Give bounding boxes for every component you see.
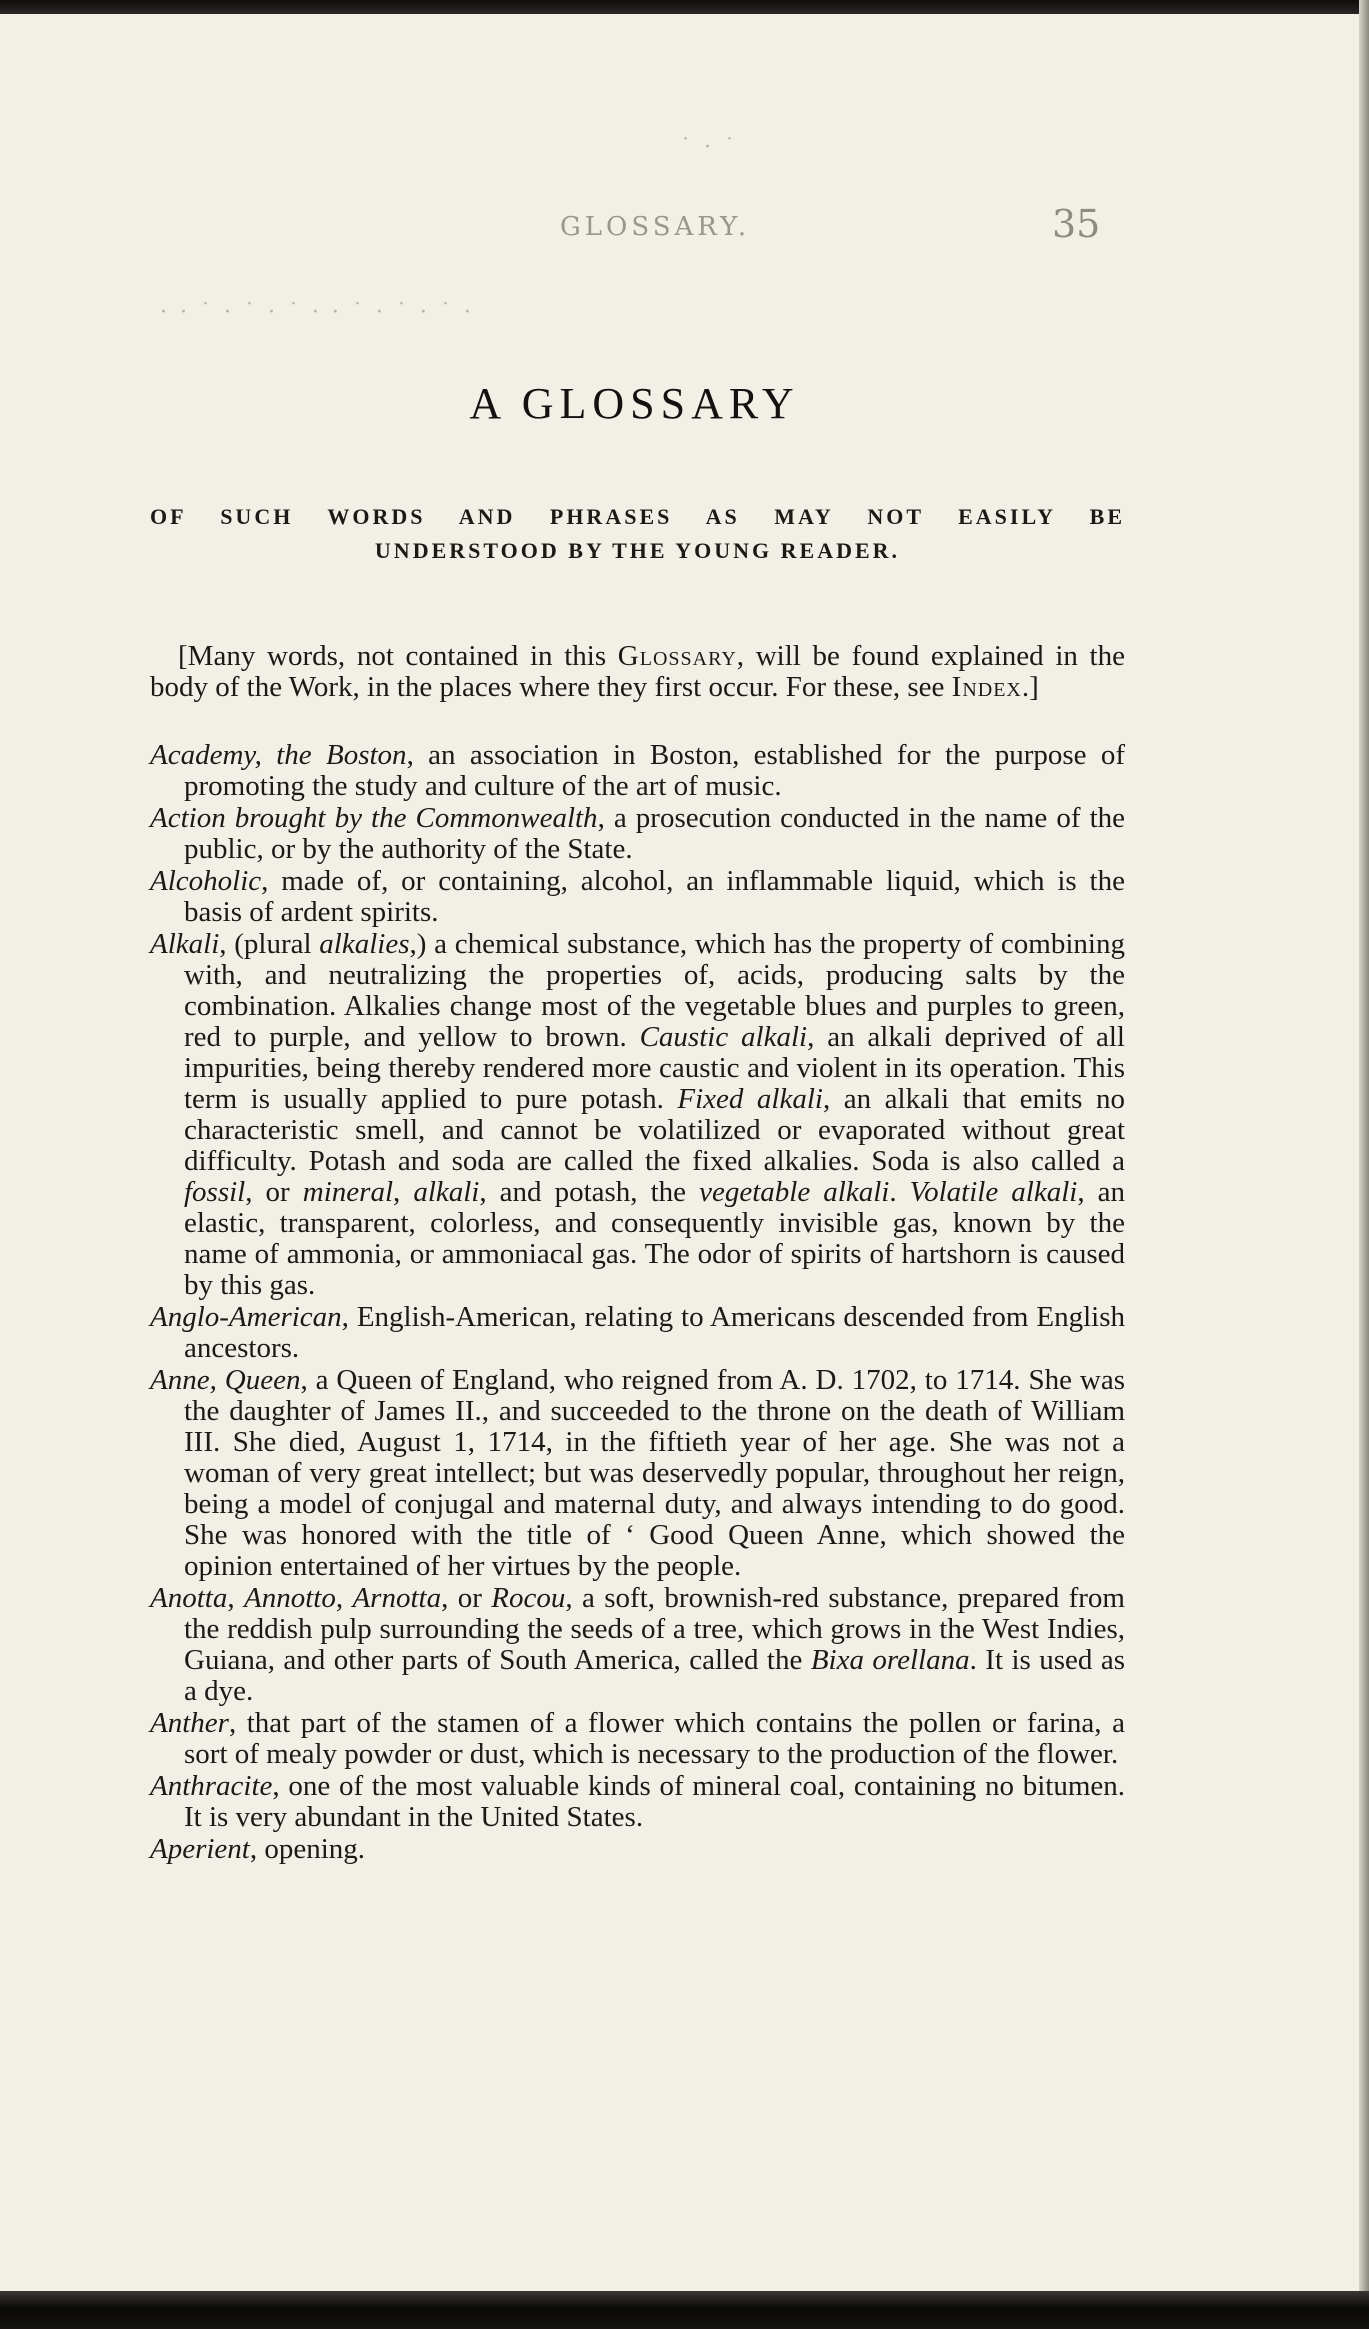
entry-anotta: Anotta, Annotto, Arnotta, or Rocou, a soft, brownish-red substance, prepared from the reddish pulp surrounding the seeds of a tree, which grows in the West Indies, Guiana, and other parts of South America, called the Bixa orellana. It is used as a dye.	[150, 1582, 1126, 1707]
entry-definition: , opening.	[249, 1833, 366, 1865]
entry-definition: , made of, or containing, alcohol, an inflammable liquid, which is the basis of ardent spirits.	[184, 865, 1125, 928]
entry-alcoholic	[150, 866, 1125, 928]
subtitle-line-1: OF SUCH WORDS AND PHRASES AS MAY NOT EASILY BE	[150, 504, 1125, 529]
entry-term: Anther	[150, 1707, 229, 1739]
entry-term: Aperient	[150, 1833, 250, 1865]
entry-definition: , a prosecution conducted in the name of the public, or by the authority of the State.	[184, 802, 1125, 865]
scan-top-edge	[0, 0, 1369, 14]
entry-definition: , that part of the stamen of a flower which contains the pollen or farina, a sort of mealy powder or dust, which is necessary to the production of the flower.	[184, 1707, 1125, 1770]
scan-bottom-edge	[0, 2291, 1369, 2329]
intro-note: [Many words, not contained in this Glossary, will be found explained in the body of the Work, in the places where they first occur. For these, see Index.]	[150, 640, 1125, 703]
bleed-through-smudge: · · ˙ · ˙ · ˙ · · ˙ · ˙ · ˙ ·	[160, 300, 474, 325]
glossary-entries	[150, 740, 1125, 1865]
entry-anther	[150, 1708, 1125, 1770]
entry-term: Academy, the Boston	[150, 739, 407, 771]
scan-right-edge	[1359, 0, 1369, 2329]
entry-definition: , English-American, relating to Americans descended from English ancestors.	[184, 1301, 1125, 1364]
entry-term: Action brought by the Commonwealth	[150, 802, 598, 834]
entry-term: Anthracite	[150, 1770, 273, 1802]
page-subtitle	[150, 500, 1125, 568]
entry-anne-queen	[150, 1365, 1125, 1582]
entry-academy	[150, 740, 1125, 802]
entry-definition: , a Queen of England, who reigned from A. D. 1702, to 1714. She was the daughter of James II., and succeeded to the throne on the death of William III. She died, August 1, 1714, in the fiftieth year of her age. She was not a woman of very great intellect; but was deservedly popular, throughout her reign, being a model of conjugal and maternal duty, and always intending to do good. She was honored with the title of ‘ Good Queen Anne, which showed the opinion entertained of her virtues by the people.	[184, 1364, 1125, 1582]
subtitle-line-2: UNDERSTOOD BY THE YOUNG READER.	[374, 538, 901, 563]
entry-definition: , an association in Boston, established for the purpose of promoting the study and culture of the art of music.	[184, 739, 1125, 802]
bleed-through-smudge-top: ˙ · ˙	[680, 135, 738, 160]
entry-aperient	[150, 1834, 1125, 1865]
index-ref: Index	[951, 671, 1022, 703]
entry-definition: , one of the most valuable kinds of mineral coal, containing no bitumen. It is very abundant in the United States.	[184, 1770, 1125, 1833]
entry-term: Alcoholic	[150, 865, 262, 897]
page-number: 35	[1052, 202, 1101, 246]
entry-term: Alkali	[150, 928, 220, 960]
entry-alkali: Alkali, (plural alkalies,) a chemical substance, which has the property of combining with, and neutralizing the properties of, acids, producing salts by the combination. Alkalies change most of the vegetable blues and purples to green, red to purple, and yellow to brown. Caustic alkali, an alkali deprived of all impurities, being thereby rendered more caustic and violent in its operation. This term is usually applied to pure potash. Fixed alkali, an alkali that emits no characteristic smell, and cannot be volatilized or evaporated without great difficulty. Potash and soda are called the fixed alkalies. Soda is also called a fossil, or mineral, alkali, and potash, the vegetable alkali. Volatile alkali, an elastic, transparent, colorless, and consequently invisible gas, known by the name of ammonia, or ammoniacal gas. The odor of spirits of hartshorn is caused by this gas.	[150, 928, 1126, 1301]
page-title: A GLOSSARY	[469, 379, 800, 428]
entry-term: Anne, Queen	[150, 1364, 301, 1396]
entry-anglo-american	[150, 1302, 1125, 1364]
glossary-ref: Glossary	[617, 640, 737, 672]
entry-term: Anglo-American	[150, 1301, 342, 1333]
entry-anthracite	[150, 1771, 1125, 1833]
entry-action	[150, 803, 1125, 865]
running-head: GLOSSARY.	[560, 212, 751, 242]
